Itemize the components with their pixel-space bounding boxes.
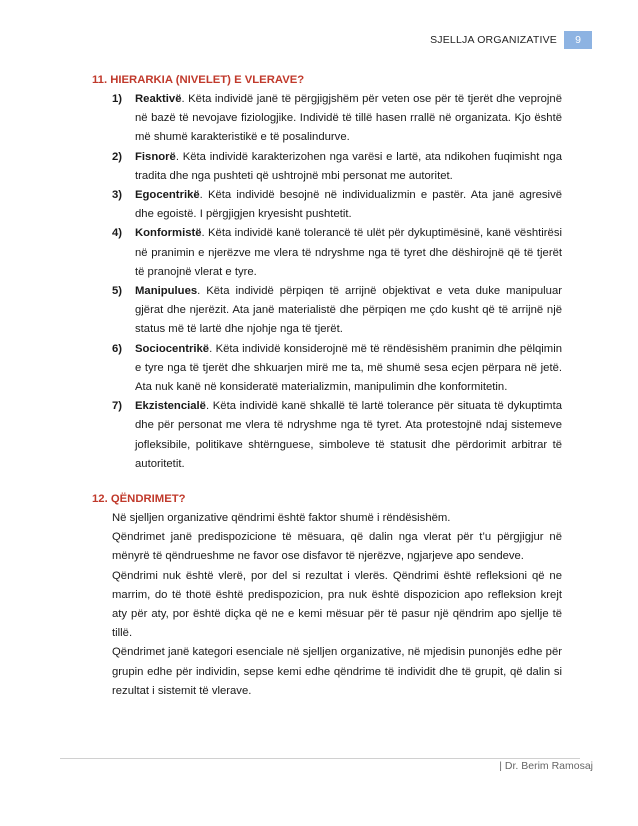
values-hierarchy-list <box>92 90 562 474</box>
list-item <box>92 148 562 186</box>
page-number: 9 <box>564 31 592 49</box>
list-item-text: . Këta individë janë të përgjigjshëm për veten ose për të tjerët dhe veprojnë në bazë të nevojave fiziologjike. Individë të tillë hasen rrallë në organizata. Kjo është më shumë karakteristikë e të posalindurve. <box>135 93 562 144</box>
section-11-heading: 11. HIERARKIA (NIVELET) E VLERAVE? <box>92 74 305 86</box>
section-12-heading: 12. QËNDRIMET? <box>92 493 186 506</box>
list-item-text: . Këta individë përpiqen të arrijnë objektivat e veta duke manipuluar gjërat dhe njerëzit. Ata janë materialistë dhe përpiqen me çdo kusht që të arrijnë një status më të lartë dhe njohje nga të tjerët. <box>135 285 562 336</box>
list-item-marker: 5) <box>112 285 123 298</box>
list-item-term: Ekzistencialë <box>135 400 206 413</box>
list-item-term: Konformistë <box>135 227 202 240</box>
paragraph: Qëndrimi nuk është vlerë, por del si rezultat i vlerës. Qëndrimi është refleksioni që ne marrim, do të thotë është predispozicion, pra nuk është dispozicion apo refleksion krejt aty për aty, por është diçka që ne e kemi mësuar për të pasur një qëndrim apo sjellje të tillë. <box>112 569 562 640</box>
page-content <box>92 71 562 701</box>
list-item <box>92 224 562 282</box>
list-item <box>92 282 562 340</box>
footer-author: | Dr. Berim Ramosaj <box>499 760 593 772</box>
list-item-text: . Këta individë kanë shkallë të lartë tolerance për situata të dykuptimta dhe për personat me vlera të ndryshme nga të tyret. Ata protestojnë ndaj sistemeve jofleksibile, politikave shtërnguese, simboleve të statusit dhe përdorimit arbitrar të autoritetit. <box>135 400 562 470</box>
list-item-text: . Këta individë besojnë në individualizmin e pastër. Ata janë agresivë dhe egoistë. I përgjigjen kryesisht pushtetit. <box>135 189 562 221</box>
list-item-marker: 6) <box>112 342 123 355</box>
list-item-marker: 7) <box>112 400 123 413</box>
paragraph: Në sjelljen organizative qëndrimi është faktor shumë i rëndësishëm. <box>112 512 451 525</box>
list-item-term: Sociocentrikë <box>135 342 210 355</box>
list-item-term: Egocentrikë <box>135 189 200 202</box>
list-item <box>92 90 562 148</box>
list-item-marker: 4) <box>112 227 123 240</box>
list-item-marker: 2) <box>112 150 123 163</box>
list-item <box>92 340 562 398</box>
section-gap <box>92 474 562 490</box>
list-item-term: Manipulues <box>135 285 198 298</box>
paragraph: Qëndrimet janë predispozicione të mësuara, që dalin nga vlerat për t’u përgjigjur në mënyrë të qëndrueshme ne favor ose disfavor të njerëzve, ngjarjeve apo sendeve. <box>112 531 562 563</box>
paragraph: Qëndrimet janë kategori esenciale në sjelljen organizative, në mjedisin punonjës edhe për grupin edhe për individin, sepse kemi edhe qëndrime të individit dhe të grupit, që dalin si rezultat i sistemit të vlerave. <box>112 646 562 697</box>
list-item-text: . Këta individë kanë tolerancë të ulët për dykuptimësinë, kanë vështirësi në pranimin e njerëzve me vlera të ndryshme nga të tyret dhe dëshirojnë që të tjerët të pranojnë vlerat e tyre. <box>135 227 562 278</box>
attitudes-text <box>92 509 562 701</box>
header-title: SJELLJA ORGANIZATIVE <box>430 34 557 46</box>
page-header <box>430 31 592 49</box>
list-item-term: Fisnorë <box>135 150 176 163</box>
footer-divider <box>60 758 580 759</box>
list-item-text: . Këta individë karakterizohen nga varësi e lartë, ata ndikohen fuqimisht nga tradita dhe nga pushteti që ushtrojnë mbi personat me autoritet. <box>135 150 562 182</box>
list-item-text: . Këta individë konsiderojnë më të rëndësishëm pranimin dhe pëlqimin e tyre nga të tjerët dhe shkuarjen mirë me ta, më shumë sesa ecjen përpara në jetë. Ata nuk kanë në konsideratë materializmin, manipulimin dhe konformitetin. <box>135 342 562 394</box>
list-item-term: Reaktivë <box>135 93 182 105</box>
list-item-marker: 1) <box>112 93 123 105</box>
list-item <box>92 186 562 224</box>
list-item-marker: 3) <box>112 189 123 202</box>
list-item <box>92 397 562 474</box>
